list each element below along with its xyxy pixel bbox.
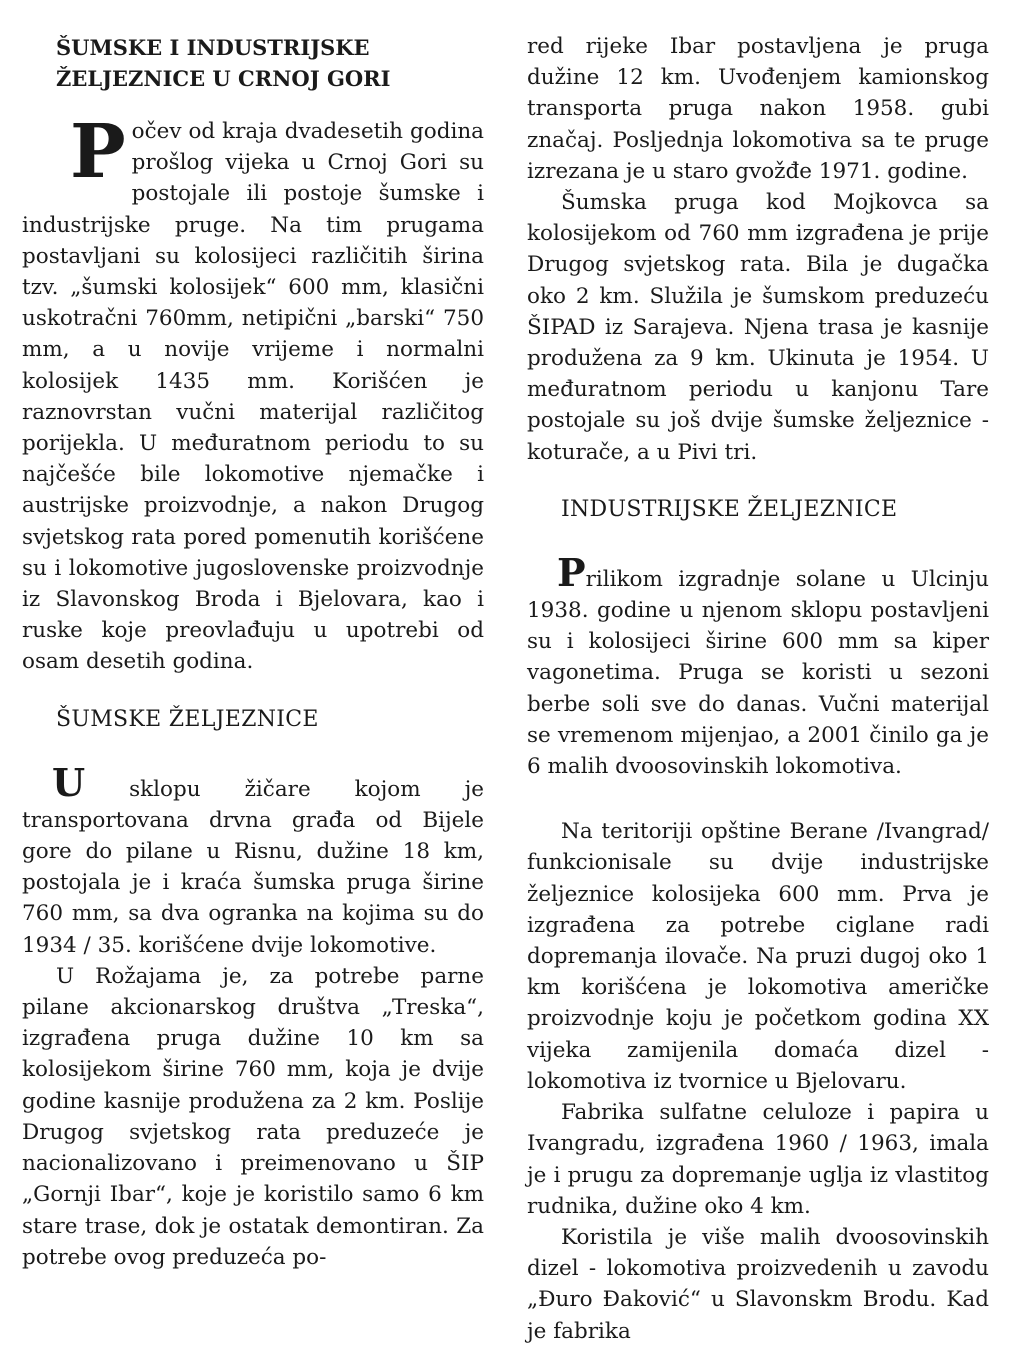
- section-heading-industrijske: INDUSTRIJSKE ŽELJEZNICE: [561, 496, 898, 522]
- intro-paragraph-text: očev od kraja dvadesetih godina prošlog vijeka u Crnoj Gori su postojale ili postoje šumske i industrijske pruge. Na tim prugama postavljani su kolosijeci različitih širina tzv. „šumski kolosijek“ 600 mm, klasični uskotračni 760mm, netipični „barski“ 750 mm, a u novije vrijeme i normalni kolosijek 1435 mm. Korišćen je raznovrstan vučni materijal različitog porijekla. U međuratnom periodu to su najčešće bile lokomotive njemačke i austrijske proizvodnje, a nakon Drugog svjetskog rata pored pomenutih korišćene su i lokomotive jugoslovenske proizvodnje iz Slavonskog Broda i Bjelovara, kao i ruske koje preovlađuju u upotrebi od osam desetih godina.: [22, 119, 484, 675]
- paragraph-lokomotive: Koristila je više malih dvoosovinskih dizel - lokomotiva proizvedenih u zavodu „Đuro Đaković“ u Slavonskm Brodu. Kad je fabrika: [527, 1224, 989, 1344]
- right-column: [527, 31, 989, 1347]
- intro-paragraph: [22, 109, 484, 678]
- section-heading-sumske: ŠUMSKE ŽELJEZNICE: [56, 706, 319, 732]
- article-title-line-2: ŽELJEZNICE U CRNOJ GORI: [56, 66, 391, 91]
- paragraph-ulcinj: [527, 549, 989, 782]
- paragraph-ulcinj-text: rilikom izgradnje solane u Ulcinju 1938. godine u njenom sklopu postavljeni su i kolosijeci širine 600 mm sa kiper vagonetima. Pruga se koristi u sezoni berbe soli sve do danas. Vučni materijal se vremenom mijenjao, a 2001 činilo ga je 6 malih dvoosovinskih lokomotiva.: [527, 566, 989, 780]
- paragraph-rozaje: U Rožajama je, za potrebe parne pilane akcionarskog društva „Treska“, izgrađena pruga dužine 10 km sa kolosijekom širine 760 mm, koja je dvije godine kasnije produžena za 2 km. Poslije Drugog svjetskog rata preduzeće je nacionalizovano i preimenovano u ŠIP „Gornji Ibar“, koje je koristilo samo 6 km stare trase, dok je ostatak demontiran. Za potrebe ovog preduzeća po-: [22, 963, 484, 1270]
- article-title: [56, 32, 484, 94]
- paragraph-celuloza: Fabrika sulfatne celuloze i papira u Ivangradu, izgrađena 1960 / 1963, imala je i prugu za dopremanje uglja iz vlastitog rudnika, dužine oko 4 km.: [527, 1100, 989, 1219]
- paragraph-berane: Na teritoriji opštine Berane /Ivangrad/ funkcionisale su dvije industrijske željeznice kolosijeka 600 mm. Prva je izgrađena za potrebe ciglane radi dopremanja ilovače. Na pruzi dugoj oko 1 km korišćena je lokomotiva američke proizvodnje koju je početkom godina XX vijeka zamijenila domaća dizel - lokomotiva iz tvornice u Bjelovaru.: [527, 819, 989, 1094]
- paragraph-mojkovac: Šumska pruga kod Mojkovca sa kolosijekom od 760 mm izgrađena je prije Drugog svjetskog rata. Bila je dugačka oko 2 km. Služila je šumskom preduzeću ŠIPAD iz Sarajeva. Njena trasa je kasnije produžena za 9 km. Ukinuta je 1954. U međuratnom periodu u kanjonu Tare postojale su još dvije šumske željeznice - koturače, a u Pivi tri.: [527, 190, 989, 465]
- article-title-line-1: ŠUMSKE I INDUSTRIJSKE: [56, 35, 370, 60]
- dropcap-u: U: [52, 759, 86, 805]
- dropcap-p-small: P: [557, 549, 586, 595]
- left-column: [22, 30, 484, 1273]
- dropcap-p: P: [70, 109, 126, 195]
- paragraph-ibar-continued: red rijeke Ibar postavljena je pruga dužine 12 km. Uvođenjem kamionskog transporta pruga nakon 1958. gubi značaj. Posljednja lokomotiva sa te pruge izrezana je u staro gvožđe 1971. godine.: [527, 34, 989, 184]
- paragraph-zicara: [22, 759, 484, 961]
- paragraph-zicara-text: sklopu žičare kojom je transportovana drvna građa od Bijele gore do pilane u Risnu, dužine 18 km, postojala je i kraća šumska pruga širine 760 mm, sa dva ogranka na kojima su do 1934 / 35. korišćene dvije lokomotive.: [22, 776, 484, 958]
